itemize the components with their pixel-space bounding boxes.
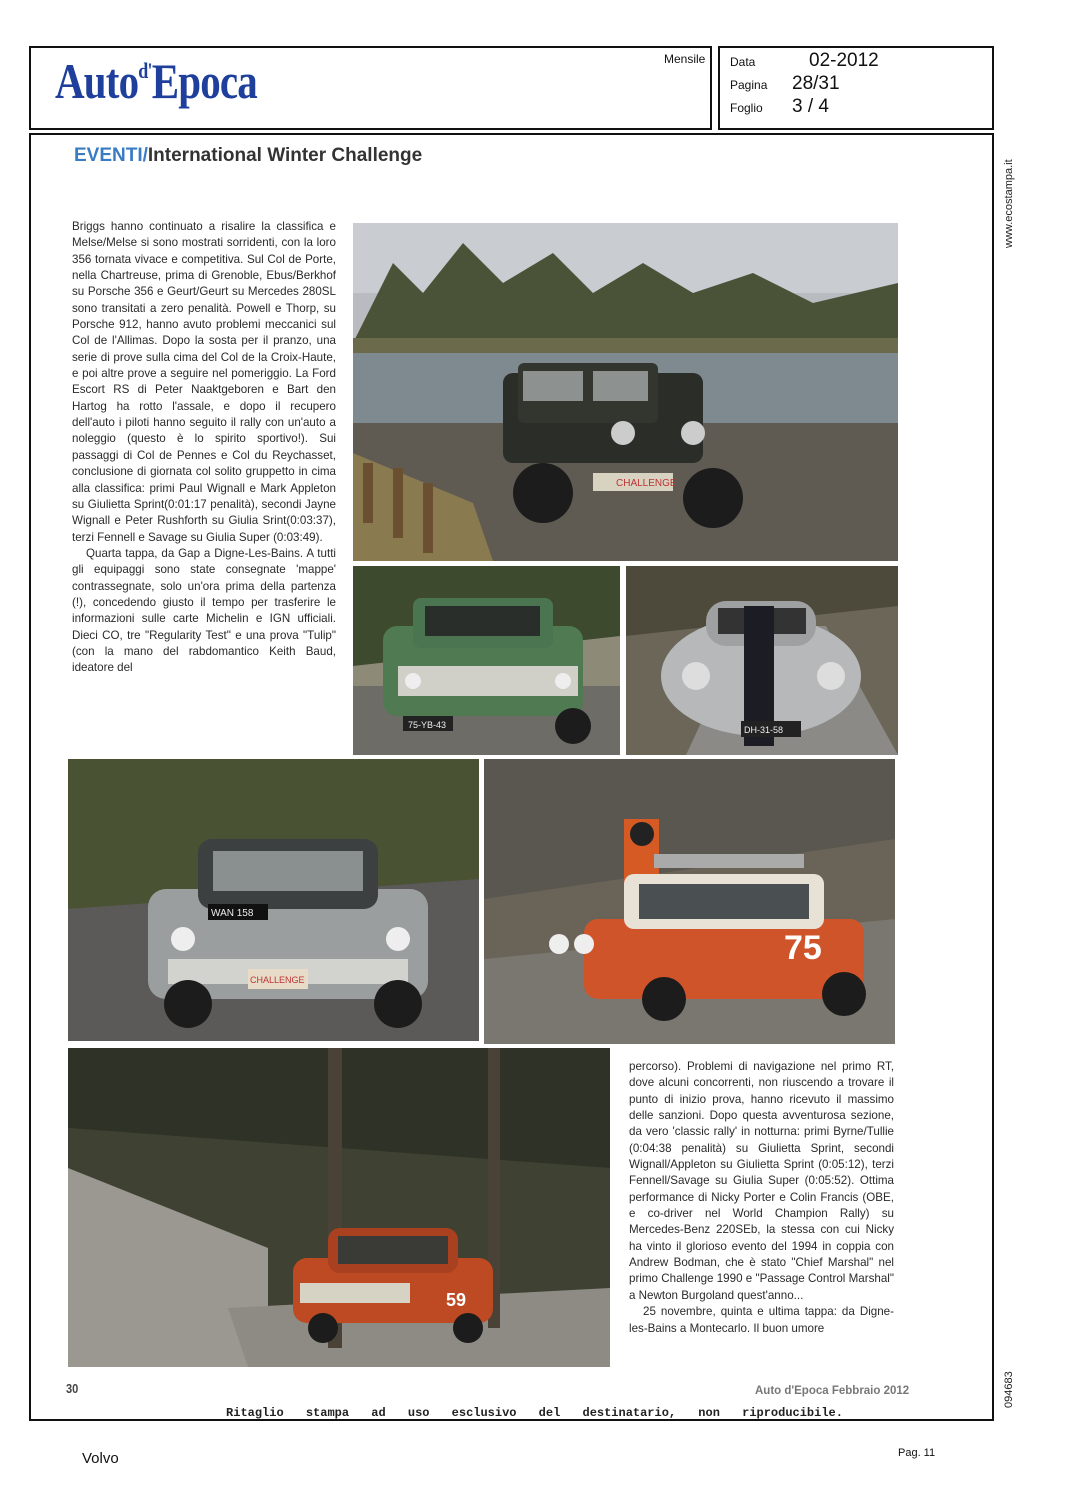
page-number: 30	[66, 1381, 79, 1396]
date-label: Data	[730, 55, 756, 69]
photo-race-number: 75	[784, 929, 822, 967]
photo-badge: CHALLENGE	[250, 975, 305, 985]
photo-plate: WAN 158	[211, 908, 254, 919]
paragraph: Quarta tappa, da Gap a Digne-Les-Bains. A tutti gli equipaggi sono state consegnate 'mappe' contrassegnate, solo un'ora prima della partenza (!), concedendo giusto il tempo per trasferire le informazioni sulle carte Michelin e IGN ufficiali. Dieci CO, tre "Regularity Test" e una prova "Tulip" (con la mano del rabdomantico Keith Baud, ideatore del	[72, 546, 336, 675]
frequency-label: Mensile	[664, 52, 706, 66]
paragraph: percorso). Problemi di navigazione nel primo RT, dove alcuni concorrenti, non riuscendo a trovare il punto di inizio prova, hanno ricevuto il massimo delle sanzioni. Dopo questa avventurosa sezione, da vero 'classic rally' in notturna: primi Byrne/Tullie (0:04:38 penalità) su Giulietta Sprint, secondi Wignall/Appleton su Giulietta Sprint (0:05:12), terzi Fennell/Savage su Giulia Super (0:05:52). Ottima performance di Nicky Porter e Colin Francis (OBE, e co-driver nel World Champion Rally) su Mercedes-Benz 220SEb, la stessa con cui Nicky ha vinto il glorioso evento del 1994 in coppia con Andrew Bodman, che è stato "Chief Marshal" nel primo Challenge 1990 e "Passage Control Marshal" a Newton Burgoland quest'anno...	[629, 1060, 894, 1302]
article-column-1	[72, 219, 336, 677]
photo-silver-porsche	[626, 566, 898, 755]
page-label: Pagina	[730, 78, 768, 92]
photo-race-number: 59	[446, 1290, 467, 1310]
photo-orange-mini	[484, 759, 895, 1044]
section-name: International Winter Challenge	[147, 145, 423, 166]
photo-vintage-sedan-lake	[353, 223, 898, 561]
date-value: 02-2012	[809, 50, 879, 71]
paragraph: Briggs hanno continuato a risalire la classifica e Melse/Melse si sono mostrati sorridenti, con la loro 356 tornata vivace e competitiva. Sul Col de Porte, nella Chartreuse, prima di Grenoble, Ebus/Berkhof su Porsche 356 e Geurt/Geurt su Mercedes 280SL sono transitati a zero penalità. Powell e Thorp, su Porsche 912, hanno avuto problemi meccanici sul Col de l'Allimas. Dopo la sosta per il pranzo, una serie di prove sulla cima del Col de la Croix-Haute, e poi altre prove a seguire nel pomeriggio. La Ford Escort RS di Peter Naaktgeboren e Bart den Hartog ha rotto l'assale, e dopo il recupero dell'auto i piloti hanno seguito il rally con un'auto a noleggio (questo è lo spirito sportivo!). Sui passaggi di Col de Pennes e Col du Reychasset, conclusione di giornata col solito gruppetto in cima alla classifica: primi Paul Wignall e Mark Appleton su Giulietta Sprint(0:01:17 penalità), secondi Jayne Wignall e Peter Rushforth su Giulia Srint(0:03:37), terzi Fennell e Savage su Giulia Super (0:03:49).	[72, 220, 336, 544]
page-value: 28/31	[792, 73, 840, 94]
photo-grey-saloon	[68, 759, 479, 1041]
magazine-logo: Auto$^{d'}$Epoca	[55, 53, 257, 109]
disclaimer: Ritaglio stampa ad uso esclusivo del destinatario, non riproducibile.	[226, 1406, 843, 1420]
article-column-2	[629, 1059, 894, 1337]
photo-plate: 75-YB-43	[408, 720, 447, 730]
photo-plate: CHALLENGE	[616, 478, 677, 489]
page-counter: Pag. 11	[898, 1447, 936, 1459]
photo-plate: DH-31-58	[744, 725, 784, 735]
sheet-label: Foglio	[730, 101, 763, 115]
magazine-reference: Auto d'Epoca Febbraio 2012	[755, 1385, 910, 1397]
website-vertical: www.ecostampa.it	[1003, 159, 1015, 248]
photo-green-bmw	[353, 566, 620, 755]
section-title	[74, 145, 422, 167]
client-name: Volvo	[82, 1450, 119, 1467]
code-vertical: 094683	[1003, 1371, 1015, 1408]
paragraph: 25 novembre, quinta e ultima tappa: da Digne-les-Bains a Montecarlo. Il buon umore	[629, 1305, 894, 1335]
section-kicker: EVENTI/	[74, 145, 148, 166]
sheet-value: 3 / 4	[792, 96, 829, 117]
photo-red-mgb	[68, 1048, 610, 1367]
